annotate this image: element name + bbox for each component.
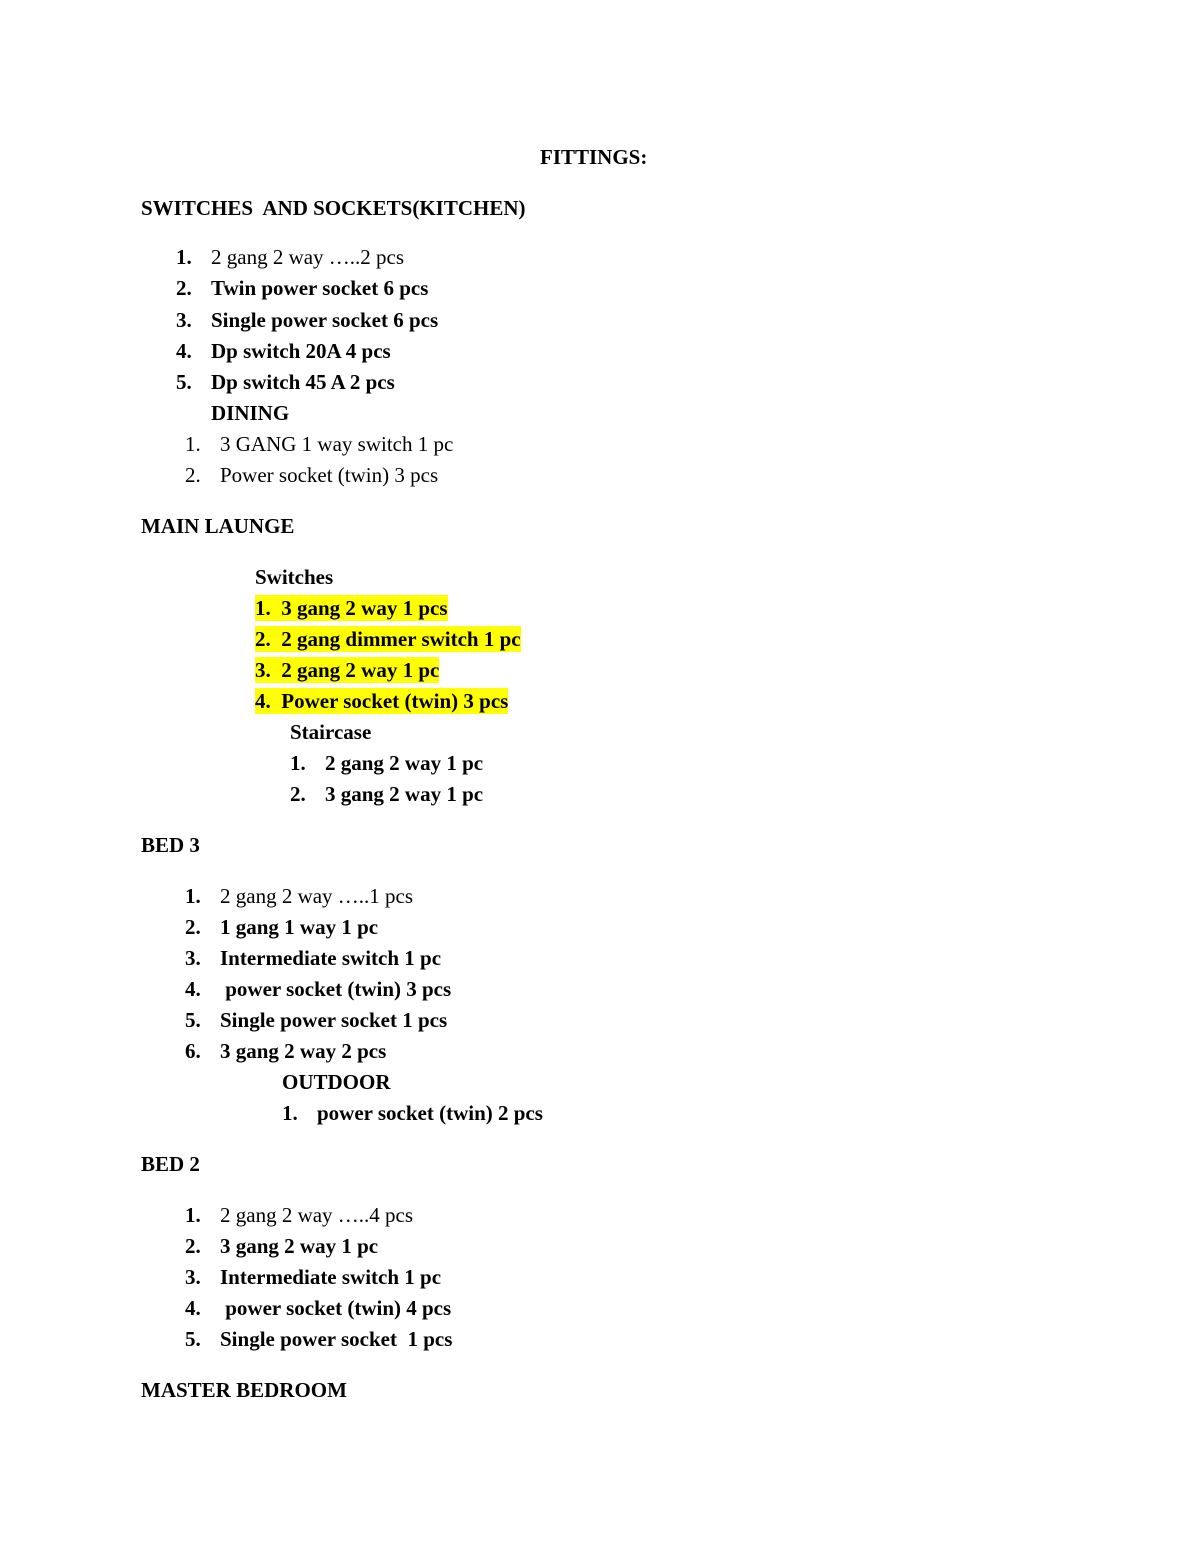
list-item-number: 4. xyxy=(185,1296,201,1320)
list-item-number: 1. xyxy=(185,1203,201,1227)
section-heading-bed-3: BED 3 xyxy=(141,833,200,857)
sub-heading-staircase: Staircase xyxy=(290,720,372,744)
list-item-number: 3. xyxy=(176,308,192,332)
list-item-number: 3. xyxy=(185,1265,201,1289)
list-item-number: 2. xyxy=(290,782,306,806)
section-heading-kitchen: SWITCHES AND SOCKETS(KITCHEN) xyxy=(141,196,526,220)
list-item-number: 6. xyxy=(185,1039,201,1063)
list-item: Intermediate switch 1 pc xyxy=(220,946,442,970)
list-item-text: 3 gang 2 way 1 pcs xyxy=(281,596,448,620)
list-item-number: 2. xyxy=(185,463,201,487)
list-item-number: 5. xyxy=(176,370,192,394)
list-item: power socket (twin) 4 pcs xyxy=(220,1296,452,1320)
sub-heading-outdoor: OUTDOOR xyxy=(282,1070,391,1094)
list-item: Single power socket 1 pcs xyxy=(220,1008,448,1032)
list-item-number: 2. xyxy=(185,1234,201,1258)
highlighted-list-item xyxy=(255,595,448,621)
list-item-number: 5. xyxy=(185,1327,201,1351)
list-item: 3 gang 2 way 2 pcs xyxy=(220,1039,387,1063)
list-item: Dp switch 45 A 2 pcs xyxy=(211,370,395,394)
list-item: Power socket (twin) 3 pcs xyxy=(220,463,439,487)
list-item-text: Power socket (twin) 3 pcs xyxy=(281,689,509,713)
list-item-number: 5. xyxy=(185,1008,201,1032)
list-item: Single power socket 6 pcs xyxy=(211,308,439,332)
list-item: 1 gang 1 way 1 pc xyxy=(220,915,379,939)
list-item: 3 gang 2 way 1 pc xyxy=(325,782,484,806)
list-item: Dp switch 20A 4 pcs xyxy=(211,339,391,363)
list-item: 3 gang 2 way 1 pc xyxy=(220,1234,379,1258)
section-heading-master-bedroom: MASTER BEDROOM xyxy=(141,1378,347,1402)
list-item-number: 2. xyxy=(185,915,201,939)
list-item: 2 gang 2 way …..1 pcs xyxy=(220,884,414,908)
list-item: Twin power socket 6 pcs xyxy=(211,276,429,300)
list-item-number: 1. xyxy=(255,596,271,620)
list-item-number: 1. xyxy=(185,432,201,456)
list-item-number: 2. xyxy=(255,627,271,651)
list-item: 2 gang 2 way …..4 pcs xyxy=(220,1203,414,1227)
list-item: 2 gang 2 way …..2 pcs xyxy=(211,245,405,269)
list-item-number: 3. xyxy=(255,658,271,682)
list-item: 3 GANG 1 way switch 1 pc xyxy=(220,432,454,456)
section-heading-main-lounge: MAIN LAUNGE xyxy=(141,514,295,538)
list-item-number: 1. xyxy=(176,245,192,269)
highlighted-list-item xyxy=(255,688,508,714)
section-heading-bed-2: BED 2 xyxy=(141,1152,200,1176)
list-item: power socket (twin) 2 pcs xyxy=(317,1101,543,1125)
list-item-number: 4. xyxy=(255,689,271,713)
highlighted-list-item xyxy=(255,626,521,652)
list-item-number: 2. xyxy=(176,276,192,300)
list-item-number: 1. xyxy=(290,751,306,775)
list-item-number: 4. xyxy=(176,339,192,363)
list-item-text: 2 gang dimmer switch 1 pc xyxy=(281,627,521,651)
list-item-number: 3. xyxy=(185,946,201,970)
list-item-number: 4. xyxy=(185,977,201,1001)
section-heading-dining: DINING xyxy=(211,401,290,425)
list-item-number: 1. xyxy=(185,884,201,908)
page-title: FITTINGS: xyxy=(540,145,648,169)
list-item: Intermediate switch 1 pc xyxy=(220,1265,442,1289)
list-item-text: 2 gang 2 way 1 pc xyxy=(281,658,440,682)
list-item: 2 gang 2 way 1 pc xyxy=(325,751,484,775)
list-item: power socket (twin) 3 pcs xyxy=(220,977,452,1001)
list-item: Single power socket 1 pcs xyxy=(220,1327,453,1351)
list-item-number: 1. xyxy=(282,1101,298,1125)
sub-heading-switches: Switches xyxy=(255,565,334,589)
highlighted-list-item xyxy=(255,657,439,683)
